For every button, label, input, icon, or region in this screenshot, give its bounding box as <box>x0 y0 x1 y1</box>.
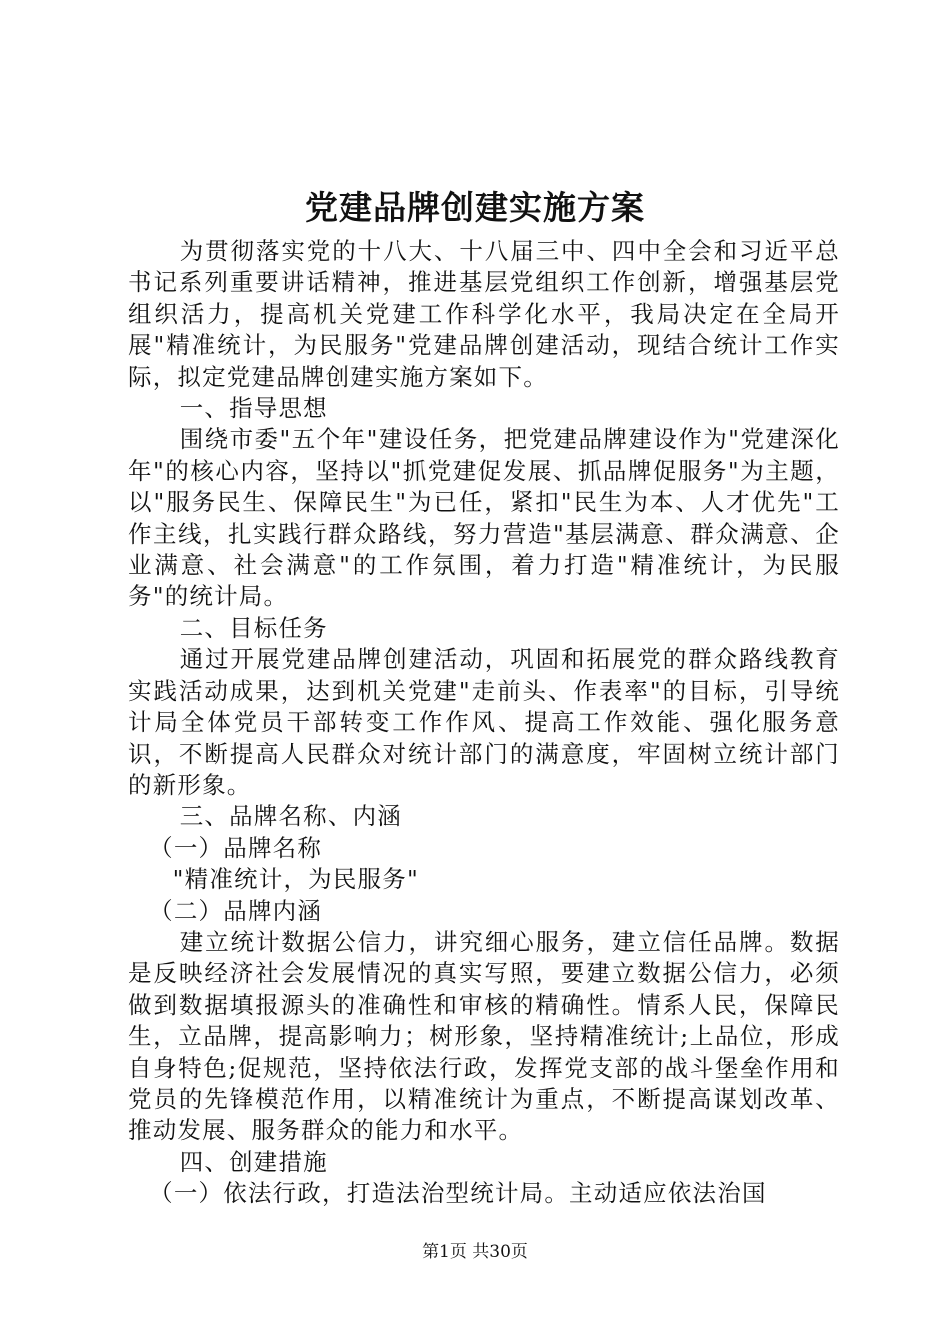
section-heading-guiding-ideology: 一、指导思想 <box>179 394 328 423</box>
document-title: 党建品牌创建实施方案 <box>305 188 645 227</box>
guiding-ideology-paragraph: 围绕市委"五个年"建设任务，把党建品牌建设作为"党建深化年"的核心内容，坚持以"抓党建促发展、抓品牌促服务"为主题，以"服务民生、保障民生"为已任，紧扣"民生为本、人才优先"工作主线，扎实践行群众路线，努力营造"基层满意、群众满意、企业满意、社会满意"的工作氛围，着力打造"精准统计，为民服务"的统计局。 <box>128 425 840 611</box>
brand-meaning-paragraph: 建立统计数据公信力，讲究细心服务，建立信任品牌。数据是反映经济社会发展情况的真实写照，要建立数据公信力，必须做到数据填报源头的准确性和审核的精确性。情系人民，保障民生，立品牌，提高影响力；树形象，坚持精准统计;上品位，形成自身特色;促规范，坚持依法行政，发挥党支部的战斗堡垒作用和党员的先锋模范作用，以精准统计为重点，不断提高谋划改革、推动发展、服务群众的能力和水平。 <box>128 927 840 1145</box>
document-body <box>128 236 840 1210</box>
section-heading-measures: 四、创建措施 <box>179 1147 328 1176</box>
section-heading-goals: 二、目标任务 <box>179 613 328 642</box>
brand-name-text: "精准统计，为民服务" <box>172 865 419 894</box>
section-heading-brand: 三、品牌名称、内涵 <box>179 802 402 831</box>
intro-paragraph: 为贯彻落实党的十八大、十八届三中、四中全会和习近平总书记系列重要讲话精神，推进基层党组织工作创新，增强基层党组织活力，提高机关党建工作科学化水平，我局决定在全局开展"精准统计，为民服务"党建品牌创建活动，现结合统计工作实际，拟定党建品牌创建实施方案如下。 <box>128 237 840 391</box>
measures-first-line: （一）依法行政，打造法治型统计局。主动适应依法治国 <box>149 1179 767 1208</box>
subheading-brand-name: （一）品牌名称 <box>149 833 323 862</box>
goals-paragraph: 通过开展党建品牌创建活动，巩固和拓展党的群众路线教育实践活动成果，达到机关党建"走前头、作表率"的目标，引导统计局全体党员干部转变工作作风、提高工作效能、强化服务意识，不断提高人民群众对统计部门的满意度，牢固树立统计部门的新形象。 <box>128 645 840 799</box>
subheading-brand-meaning: （二）品牌内涵 <box>149 896 323 925</box>
page-number-footer: 第1页 共30页 <box>422 1242 528 1262</box>
